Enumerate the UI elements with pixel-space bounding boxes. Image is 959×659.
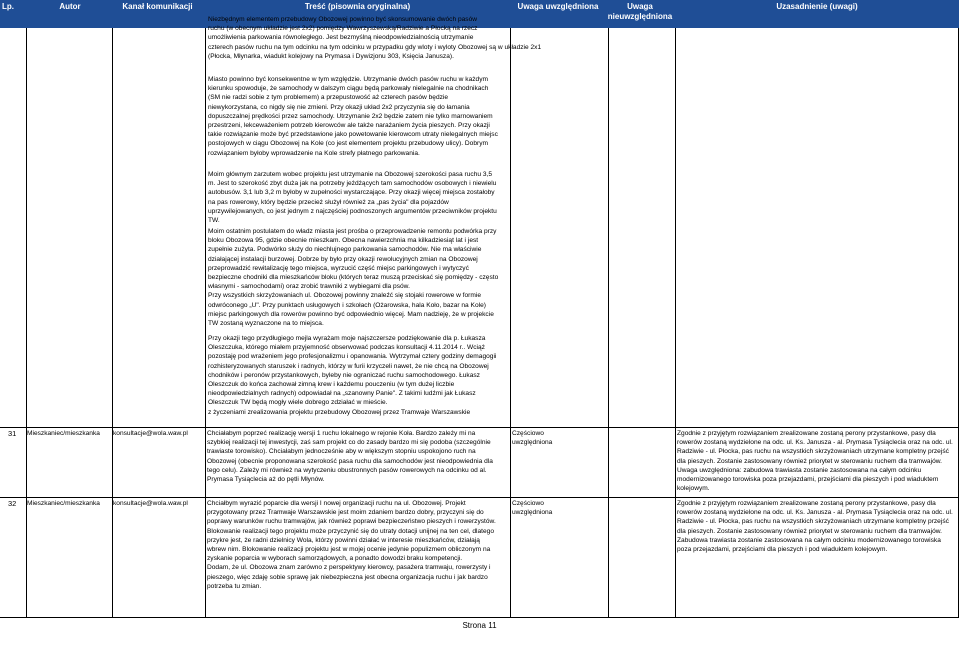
header-nieuwzgledniona-2: nieuwzględniona: [607, 12, 673, 21]
row-divider: [0, 427, 959, 428]
row-autor: Mieszkaniec/mieszkanka: [27, 430, 100, 437]
grid-line: [112, 28, 113, 617]
continuation-paragraph: Przy okazji tego przydługiego mejla wyrażam moje najszczersze podziękowanie dla p. Łukasza Oleszczuka, którego miałem przyjemność obserwować podczas konsultacji 4.11.2014 r.. Wciąż pozostaję pod wrażeniem jego profesjonalizmu i opanowania. Wytrzymał cztery godziny demagogii rozhisteryzowanych staruszek i radnych, którzy w furii krzyczeli nawet, że nie chcą na Obozowej chodników i peronów przystankowych, byleby nie ograniczać ruchu samochodowego. Łukasz Oleszczuk do końca zachował zimną krew i każdemu pouczeniu (w tym dużej liczbie nieodpowiedzialnych radnych) odpowiadał na „szanowny Panie". Z takimi ludźmi jak Łukasz Oleszczuk TW będą mogły wiele dobrego zdziałać w mieście. z życzeniami zrealizowania projektu przebudowy Obozowej przez Tramwaje Warszawskie: [208, 335, 497, 416]
header-autor: Autor: [59, 2, 81, 11]
grid-line: [675, 28, 676, 617]
continuation-paragraph: Moim głównym zarzutem wobec projektu jest utrzymanie na Obozowej szerokości pasa ruchu 3,5 m. Jest to szerokość zbyt duża jak na potrzeby jeżdżących tam samochodów osobowych i niewielu autobusów. 3,1 lub 3,2 m byłoby w zupełności wystarczające. Przy okazji więcej miejsca zostałoby na pas rowerowy, który będzie przecież służył również za „pas życia" dla pojazdów uprzywilejowanych, co jest jednym z najczęściej podnoszonych argumentów przeciwników projektu TW.: [208, 171, 497, 225]
row-divider: [0, 497, 959, 498]
grid-line: [510, 28, 511, 617]
header-uzasadnienie: Uzasadnienie (uwagi): [776, 2, 858, 11]
row-uwzgledniona: Częściowo uwzględniona: [512, 430, 553, 447]
header-uwzgledniona: Uwaga uwzględniona: [517, 2, 599, 11]
header-kanal: Kanał komunikacji: [122, 2, 193, 11]
grid-line: [608, 28, 609, 617]
row-tresc: Chciałabym poprzeć realizację wersji 1 ruchu lokalnego w rejonie Koła. Bardzo zależy mi na szybkiej realizacji tej inwestycji, zaś sam projekt co do zasady bardzo mi się podoba (szczególnie trawiaste torowisko). Chciałabym jednocześnie aby w większym stopniu uspokojono ruch na Obozowej (obecnie proponowana szerokość pasa ruchu dla samochodów jest nieodpowiednia dla tego celu). Zależy mi również na wytyczeniu obustronnych pasów rowerowych na odcinku od al. Prymasa Tysiąclecia aż do pętli Młynów.: [207, 430, 493, 484]
row-uzasadnienie: Zgodnie z przyjętym rozwiązaniem zrealizowane zostaną perony przystankowe, pasy dla rowerów zostaną wydzielone na odc. ul. Ks. Janusza - al. Prymasa Tysiąclecia oraz na odc. ul. Radziwie - ul. Płocka, pas ruchu na wszystkich skrzyżowaniach utrzymane kompletny przejść dla pieszych. Zostanie zastosowany również priorytet w sterowaniu ruchem dla tramwajów. Zabudowa trawiasta zostanie zastosowana na całym odcinku modernizowanego torowiska poza przejazdami, przejściami dla pieszych i pod wiaduktem kolejowym.: [677, 500, 953, 554]
row-divider: [0, 617, 959, 618]
header-nieuwzgledniona-1: Uwaga: [627, 2, 653, 11]
grid-line: [205, 28, 206, 617]
continuation-paragraph: Niezbędnym elementem przebudowy Obozowej powinno być skonsumowanie dwóch pasów ruchu (w obecnym układzie jest 2x2) pomiędzy Wawrzyszewską/Radziwie a Płocką na rzecz umożliwienia parkowania równoległego. Jest bezmyślną nieodpowiedzialnością utrzymanie czterech pasów ruchu na tym odcinku na tym odcinku w przypadku gdy wloty i wyloty Obozowej są w układzie 2x1 (Płocka, Młynarka, wiadukt kolejowy na Prymasa i Dywizjonu 303, Księcia Janusza).: [208, 16, 542, 60]
row-uwzgledniona: Częściowo uwzględniona: [512, 500, 553, 517]
grid-line: [26, 28, 27, 617]
row-lp: 31: [8, 429, 17, 438]
continuation-paragraph: Miasto powinno być konsekwentne w tym względzie. Utrzymanie dwóch pasów ruchu w każdym kierunku spowoduje, że samochody w dalszym ciągu będą parkowały nielegalnie na chodnikach (SM nie radzi sobie z tym problemem) a przepustowość aż czterech pasów będzie niewykorzystana, co nigdy się nie zmieni. Przy okazji układ 2x2 przyczynia się do łamania dopuszczalnej prędkości przez samochody. Utrzymanie 2x2 będzie zatem nie tylko marnowaniem przestrzeni, lekceważeniem potrzeb kierowców ale także narażaniem życia pieszych. Przy okazji takie rozwiązanie może być przedstawione jako powetowanie kierowcom utraty nielegalnych miejsc postojowych w ciągu Obozowej na Kole (co jest elementem projektu przebudowy ulicy). Dobrym rozwiązaniem byłoby wprowadzenie na Kole strefy płatnego parkowania.: [208, 76, 498, 157]
header-tresc: Treść (pisownia oryginalna): [304, 2, 411, 11]
row-uzasadnienie: Zgodnie z przyjętym rozwiązaniem zrealizowane zostaną perony przystankowe, pasy dla rowerów zostaną wydzielone na odc. ul. Ks. Janusza - al. Prymasa Tysiąclecia oraz na odc. ul. Radziwie - ul. Płocka, pas ruchu na wszystkich skrzyżowaniach utrzymane kompletny przejść dla pieszych. Zostanie zastosowany również priorytet w sterowaniu ruchem dla tramwajów. Uwaga uwzględniona: zabudowa trawiasta zostanie zastosowana na całym odcinku modernizowanego torowiska poza przejazdami, przejściami dla pieszych i pod wiaduktem kolejowym.: [677, 430, 953, 493]
row-lp: 32: [8, 499, 17, 508]
page-number: Strona 11: [462, 621, 497, 630]
row-kanal: konsultacje@wola.waw.pl: [113, 500, 188, 507]
row-autor: Mieszkaniec/mieszkanka: [27, 500, 100, 507]
row-tresc: Chciałbym wyrazić poparcie dla wersji I nowej organizacji ruchu na ul. Obozowej. Projekt przygotowany przez Tramwaje Warszawskie jest moim zdaniem bardzo dobry, przyczyni się do poprawy warunków ruchu tramwajów, jak również poprawi bezpieczeństwo pieszych i rowerzystów. Blokowanie realizacji tego projektu może przyczynić się do utraty dotacji unijnej na ten cel, dlatego przykre jest, że radni dzielnicy Wola, którzy powinni działać w interesie mieszkańców, działają wbrew nim. Blokowanie realizacji projektu jest w mojej ocenie jedynie populizmem obliczonym na zyskanie poparcia w wyborach samorządowych, a ponadto dowodzi braku kompetencji. Dodam, że ul. Obozowa znam zarówno z perspektywy kierowcy, pasażera tramwaju, rowerzysty i pieszego, więc zdaję sobie sprawę jak niebezpieczna jest obecna organizacja ruchu i jak bardzo potrzeba tu zmian.: [207, 500, 496, 590]
header-lp: Lp.: [2, 2, 14, 11]
continuation-paragraph: Moim ostatnim postulatem do władz miasta jest prośba o przeprowadzenie remontu podwórka przy bloku Obozowa 95, gdzie obecnie mieszkam. Obecna nawierzchnia ma kilkadziesiąt lat i jest zupełnie zużyta. Podwórko służy do niechlujnego parkowania samochodów. Nie ma właściwie działającej instalacji burzowej. Dobrze by było przy okazji rewolucyjnych zmian na Obozowej przeprowadzić rewitalizację tego miejsca, wyrzucić część miejsc parkingowych i wytyczyć bezpieczne chodniki dla mieszkańców bloku (których teraz muszą przeciskać się pomiędzy - często własnymi - samochodami) oraz zrobić trawniki z wybiegami dla psów. Przy wszystkich skrzyżowaniach ul. Obozowej powinny znaleźć się stojaki rowerowe w formie odwróconego „U". Przy punktach usługowych i szkołach (Ożarowska, hala Koło, bazar na Kole) miejsc parkingowych dla rowerów powinno być odpowiednio więcej. Mam nadzieję, że w projekcie TW zostaną wyznaczone na to miejsca.: [208, 228, 499, 328]
row-kanal: konsultacje@wola.waw.pl: [113, 430, 188, 437]
